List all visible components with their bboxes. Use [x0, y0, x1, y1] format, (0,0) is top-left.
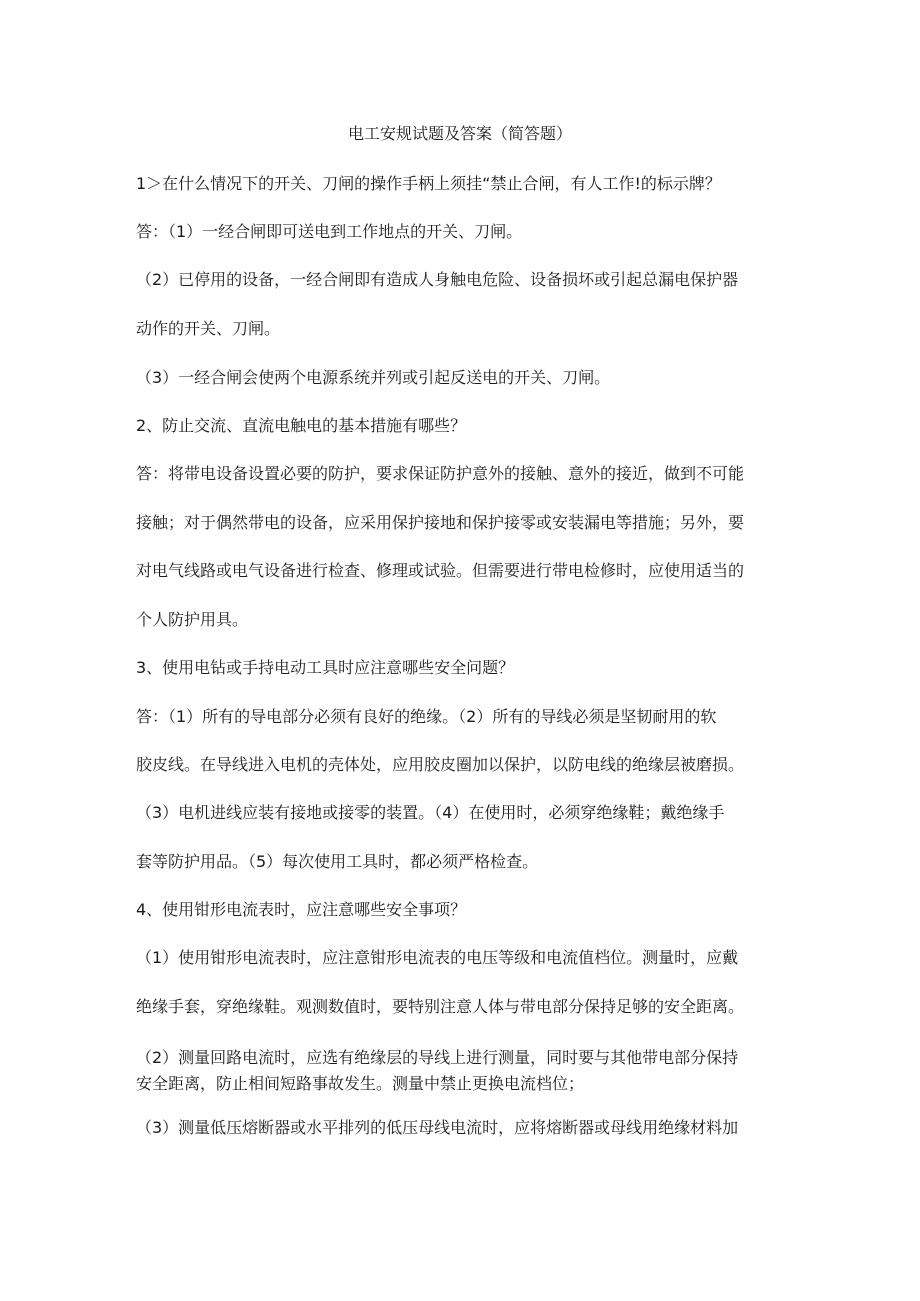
answer-line: 安全距离，防止相间短路事故发生。测量中禁止更换电流档位；	[136, 1074, 585, 1093]
answer-line: 个人防护用具。	[136, 610, 249, 629]
answer-line: 绝缘手套，穿绝缘鞋。观测数值时，要特别注意人体与带电部分保持足够的安全距离。	[136, 997, 745, 1016]
answer-line: 对电气线路或电气设备进行检查、修理或试验。但需要进行带电检修时，应使用适当的	[136, 561, 745, 580]
question-1: 1＞在什么情况下的开关、刀闸的操作手柄上须挂“禁止合闸，有人工作!的标示牌？	[136, 174, 721, 193]
answer-line: （3）电机进线应装有接地或接零的装置。（4）在使用时，必须穿绝缘鞋；戴绝缘手	[136, 803, 725, 822]
answer-line: 答：（1）一经合闸即可送电到工作地点的开关、刀闸。	[136, 222, 523, 241]
answer-line: 胶皮线。在导线进入电机的壳体处，应用胶皮圈加以保护，以防电线的绝缘层被磨损。	[136, 755, 745, 774]
document-title: 电工安规试题及答案（简答题）	[347, 124, 572, 143]
answer-line: 答：（1）所有的导电部分必须有良好的绝缘。（2）所有的导线必须是坚韧耐用的软	[136, 707, 717, 726]
answer-line: （2）已停用的设备，一经合闸即有造成人身触电危险、设备损坏或引起总漏电保护器	[136, 270, 739, 289]
answer-line: （1）使用钳形电流表时，应注意钳形电流表的电压等级和电流值档位。测量时，应戴	[136, 948, 739, 967]
question-2: 2、防止交流、直流电触电的基本措施有哪些？	[136, 416, 467, 435]
question-4: 4、使用钳形电流表时，应注意哪些安全事项？	[136, 900, 467, 919]
answer-line: 接触；对于偶然带电的设备，应采用保护接地和保护接零或安装漏电等措施；另外，要	[136, 513, 745, 532]
answer-line: 答：将带电设备设置必要的防护，要求保证防护意外的接触、意外的接近，做到不可能	[136, 464, 745, 483]
answer-line: 动作的开关、刀闸。	[136, 319, 281, 338]
answer-line: （3）测量低压熔断器或水平排列的低压母线电流时，应将熔断器或母线用绝缘材料加	[136, 1118, 739, 1137]
question-3: 3、使用电钻或手持电动工具时应注意哪些安全问题？	[136, 658, 515, 677]
answer-line: （2）测量回路电流时，应选有绝缘层的导线上进行测量，同时要与其他带电部分保持	[136, 1048, 739, 1067]
answer-line: （3）一经合闸会使两个电源系统并列或引起反送电的开关、刀闸。	[136, 368, 611, 387]
answer-line: 套等防护用品。（5）每次使用工具时，都必须严格检查。	[136, 852, 539, 871]
